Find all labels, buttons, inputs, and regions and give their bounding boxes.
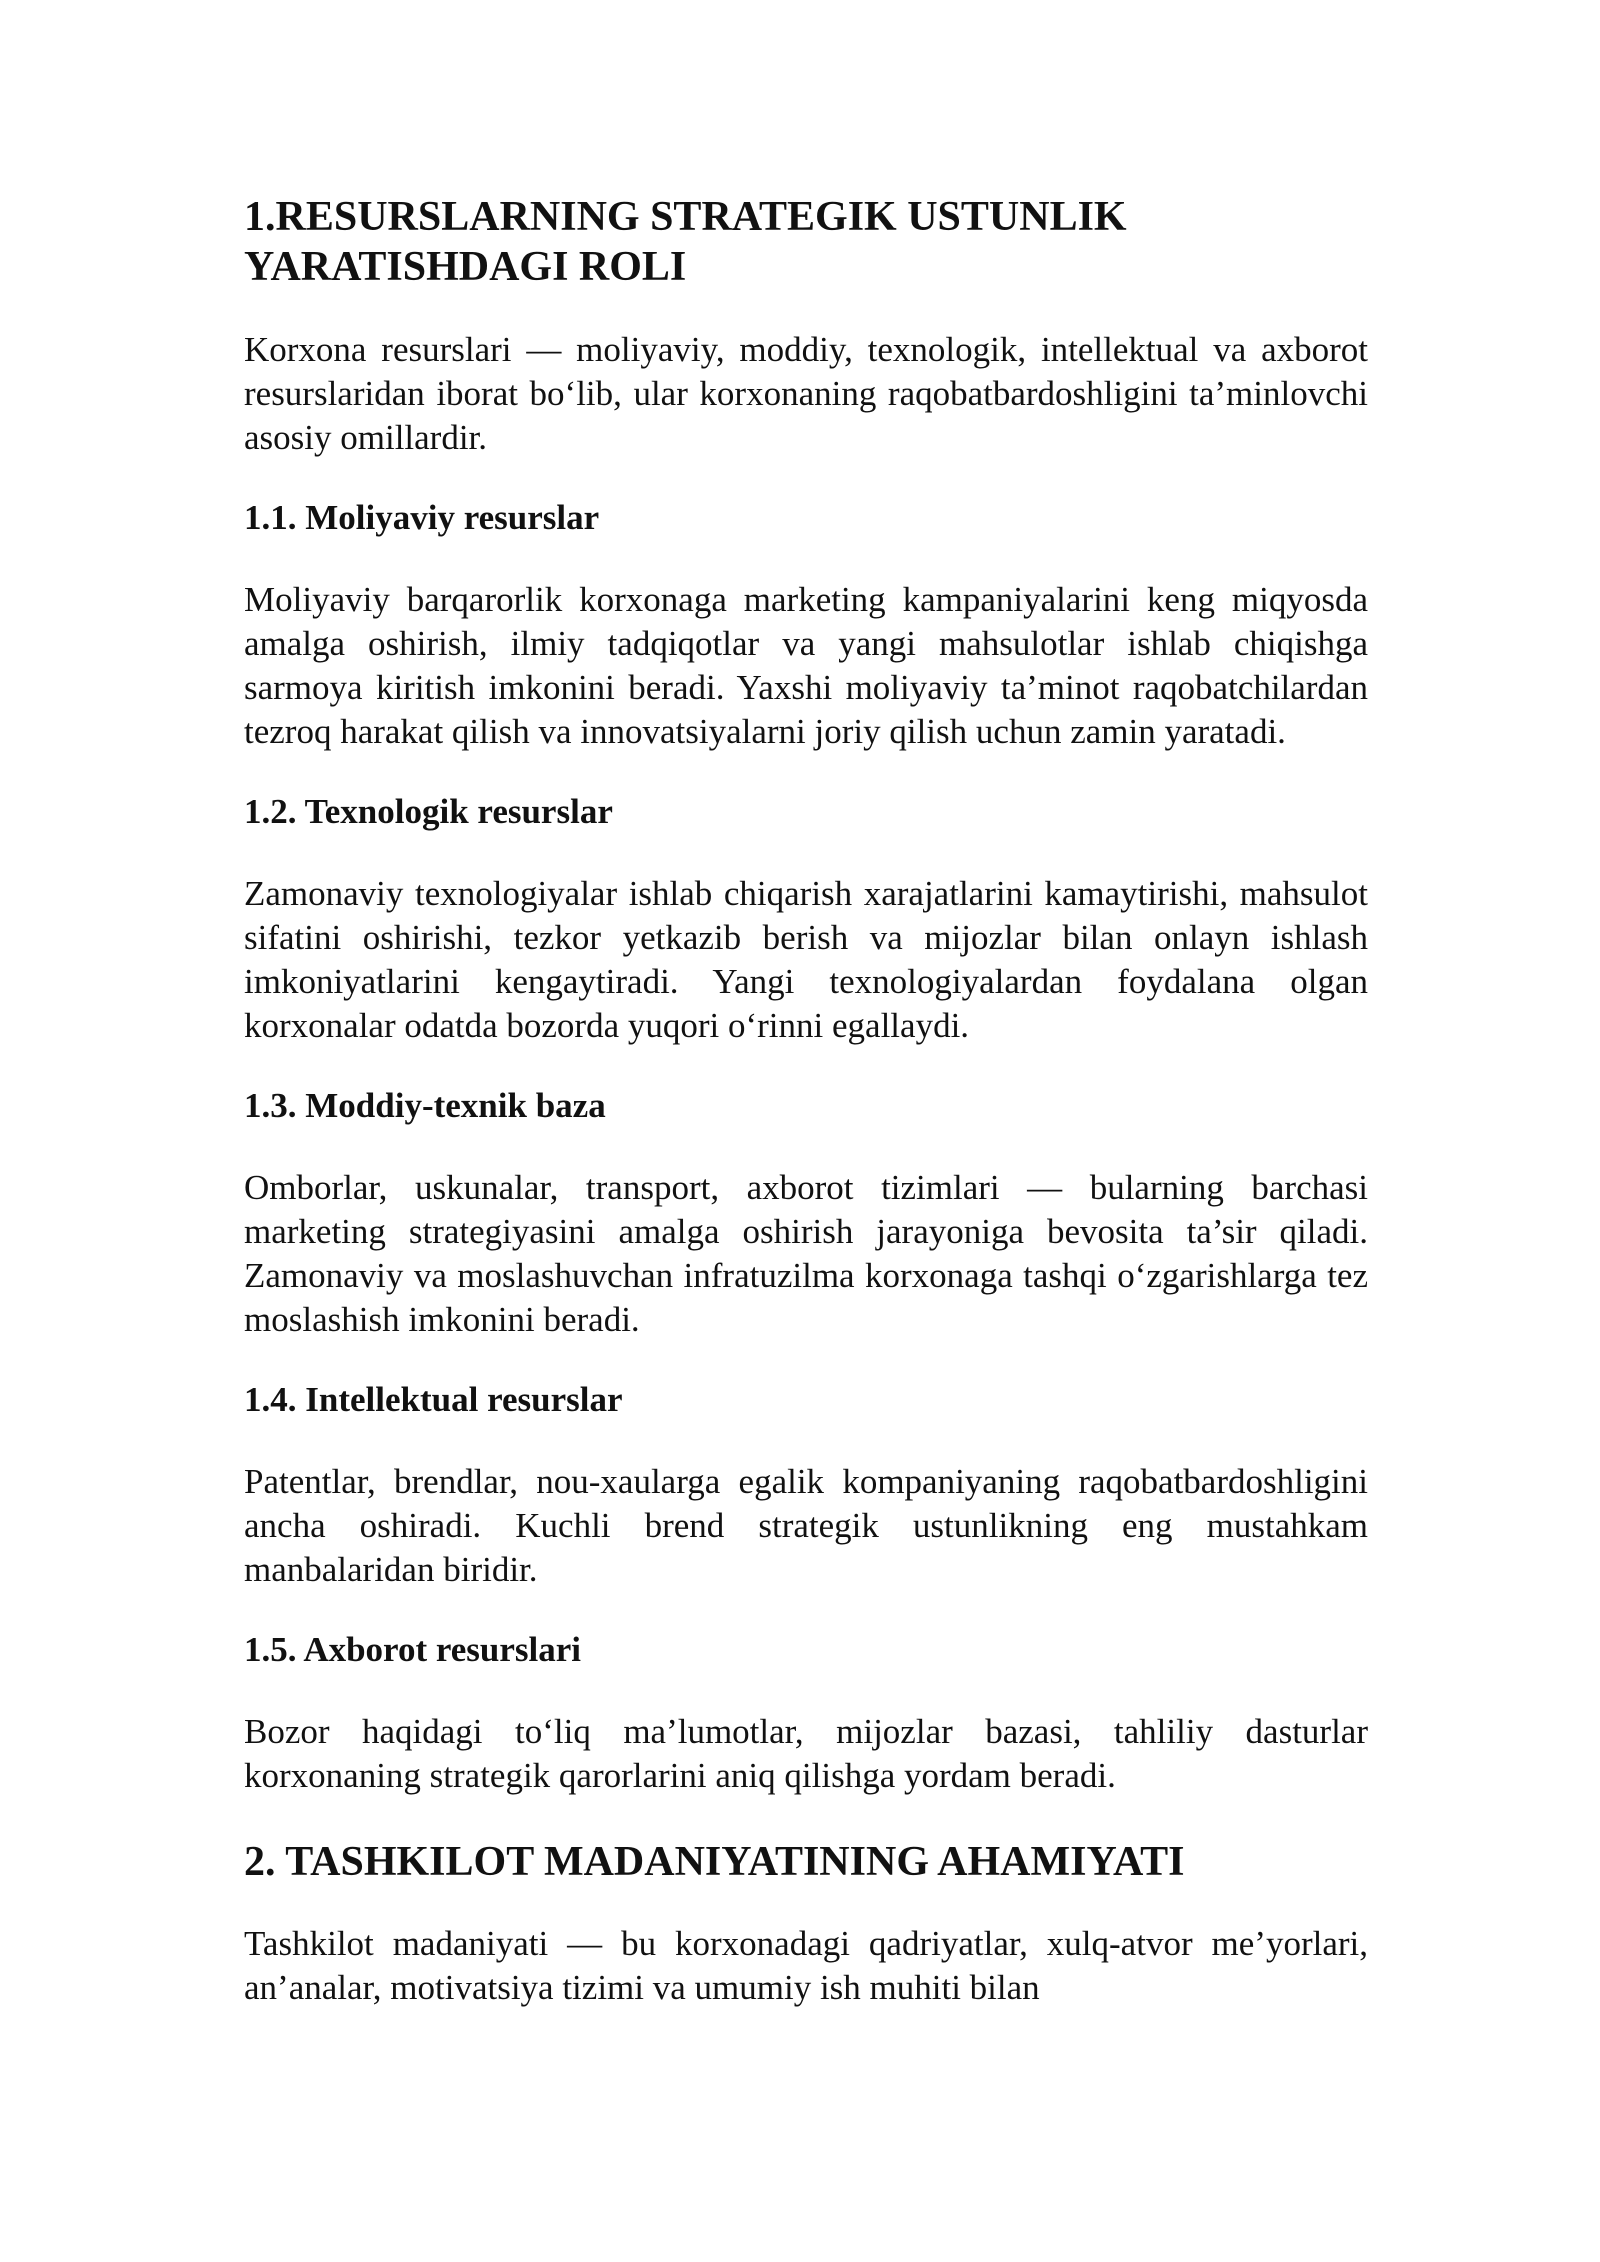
section-1-3-heading: 1.3. Moddiy-texnik baza: [244, 1086, 606, 1125]
section-1-1-heading: 1.1. Moliyaviy resurslar: [244, 498, 600, 537]
section-1-4-heading: 1.4. Intellektual resurslar: [244, 1380, 623, 1419]
section-1-5-paragraph: Bozor haqidagi to‘liq ma’lumotlar, mijozlar bazasi, tahliliy dasturlar korxonaning strategik qarorlarini aniq qilishga yordam beradi.: [244, 1712, 1368, 1795]
section-1-5-heading: 1.5. Axborot resurslari: [244, 1630, 582, 1669]
section-1-3-paragraph: Omborlar, uskunalar, transport, axborot tizimlari — bularning barchasi marketing strategiyasini amalga oshirish jarayoniga bevosita ta’sir qiladi. Zamonaviy va moslashuvchan infratuzilma korxonaga tashqi o‘zgarishlarga tez moslashish imkonini beradi.: [244, 1168, 1368, 1339]
section-1-2-heading: 1.2. Texnologik resurslar: [244, 792, 613, 831]
document-content: [244, 192, 1368, 2010]
section-1-2-paragraph: Zamonaviy texnologiyalar ishlab chiqarish xarajatlarini kamaytirishi, mahsulot sifatini oshirishi, tezkor yetkazib berish va mijozlar bilan onlayn ishlash imkoniyatlarini kengaytiradi. Yangi texnologiyalardan foydalana olgan korxonalar odatda bozorda yuqori o‘rinni egallaydi.: [244, 874, 1368, 1045]
section-2-paragraph: Tashkilot madaniyati — bu korxonadagi qadriyatlar, xulq-atvor me’yorlari, an’analar, motivatsiya tizimi va umumiy ish muhiti bilan: [244, 1924, 1368, 2007]
section-1-4-paragraph: Patentlar, brendlar, nou-xaularga egalik kompaniyaning raqobatbardoshligini ancha oshiradi. Kuchli brend strategik ustunlikning eng mustahkam manbalaridan biridir.: [244, 1462, 1368, 1589]
section-2-title: 2. TASHKILOT MADANIYATINING AHAMIYATI: [244, 1839, 1185, 1885]
intro-paragraph: Korxona resurslari — moliyaviy, moddiy, texnologik, intellektual va axborot resurslaridan iborat bo‘lib, ular korxonaning raqobatbardoshligini ta’minlovchi asosiy omillardir.: [244, 330, 1368, 457]
document-title: 1.RESURSLARNING STRATEGIK USTUNLIK YARATISHDAGI ROLI: [244, 194, 1127, 290]
section-1-1-paragraph: Moliyaviy barqarorlik korxonaga marketing kampaniyalarini keng miqyosda amalga oshirish, ilmiy tadqiqotlar va yangi mahsulotlar ishlab chiqishga sarmoya kiritish imkonini beradi. Yaxshi moliyaviy ta’minot raqobatchilardan tezroq harakat qilish va innovatsiyalarni joriy qilish uchun zamin yaratadi.: [244, 580, 1368, 751]
